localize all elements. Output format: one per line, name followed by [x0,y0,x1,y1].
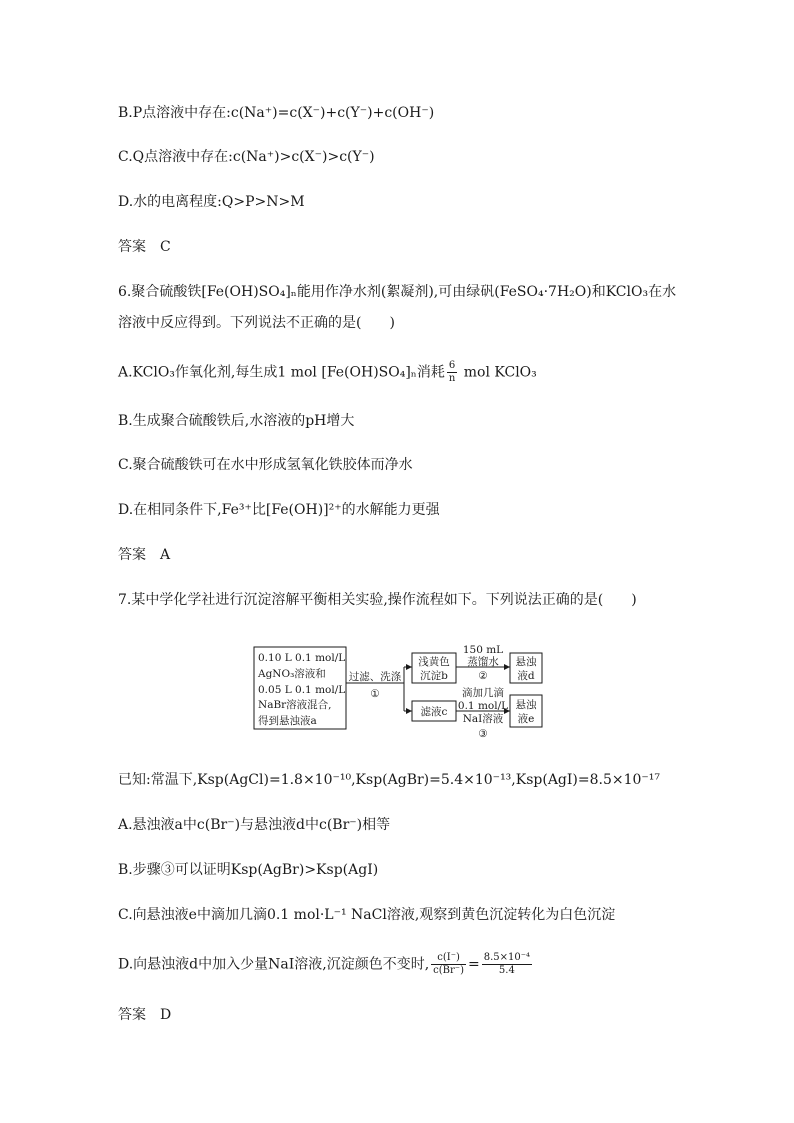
q5-option-b: B.P点溶液中存在:c(Na⁺)=c(X⁻)+c(Y⁻)+c(OH⁻) [118,105,435,121]
box-b-line: 沉淀b [420,670,448,682]
value-fraction [482,952,532,977]
step2-number: ② [478,670,488,682]
q7-answer: 答案 D [118,1007,172,1023]
step3-number: ③ [478,728,488,740]
box-d-line: 液d [517,670,535,682]
fraction-denominator: n [448,373,456,384]
equals-sign: = [467,956,480,973]
q5-option-d: D.水的电离程度:Q>P>N>M [118,194,305,210]
q5-answer: 答案 C [118,239,171,255]
q7-option-a: A.悬浊液a中c(Br⁻)与悬浊液d中c(Br⁻)相等 [118,817,391,833]
q7-known-ksp: 已知:常温下,Ksp(AgCl)=1.8×10⁻¹⁰,Ksp(AgBr)=5.4×10⁻¹³,Ksp(AgI)=8.5×10⁻¹⁷ [118,772,661,788]
box-e-line: 悬浊 [515,699,537,711]
step3-line: NaI溶液 [462,713,504,725]
q7-option-d [118,952,534,977]
box-e-line: 液e [517,713,535,725]
q6-option-b: B.生成聚合硫酸铁后,水溶液的pH增大 [118,413,355,429]
box-a-line: 0.10 L 0.1 mol/L [258,652,346,664]
ratio-fraction [431,952,466,977]
q6-option-c: C.聚合硫酸铁可在水中形成氢氧化铁胶体而净水 [118,457,413,473]
fraction-numerator: 8.5×10⁻⁴ [483,952,531,963]
box-a-line: AgNO₃溶液和 [258,668,326,680]
step3-line: 0.1 mol/L [457,700,509,712]
q7-option-b: B.步骤③可以证明Ksp(AgBr)>Ksp(AgI) [118,862,379,878]
experiment-flowchart [252,645,552,745]
box-a-line: 得到悬浊液a [258,715,317,727]
step1-number: ① [370,688,380,700]
box-a-line: NaBr溶液混合, [258,699,332,711]
fraction-denominator: 5.4 [498,965,515,976]
q6-option-d: D.在相同条件下,Fe³⁺比[Fe(OH)]²⁺的水解能力更强 [118,502,440,518]
q5-option-c: C.Q点溶液中存在:c(Na⁺)>c(X⁻)>c(Y⁻) [118,149,375,165]
fraction-numerator: 6 [447,360,457,373]
q7-option-d-text: D.向悬浊液d中加入少量NaI溶液,沉淀颜色不变时, [118,956,430,973]
step3-line: 滴加几滴 [462,687,504,699]
box-d-line: 悬浊 [515,656,537,668]
q7-stem: 7.某中学化学社进行沉淀溶解平衡相关实验,操作流程如下。下列说法正确的是( ) [118,592,637,608]
q6-option-a-fraction [447,360,457,385]
q6-option-a-unit: mol KClO₃ [459,364,537,381]
q6-option-a-text: A.KClO₃作氧化剂,每生成1 mol [Fe(OH)SO₄]ₙ消耗 [118,364,445,381]
q7-option-c: C.向悬浊液e中滴加几滴0.1 mol·L⁻¹ NaCl溶液,观察到黄色沉淀转化为白色沉淀 [118,907,616,923]
q6-option-a [118,360,537,385]
fraction-denominator: c(Br⁻) [433,965,464,976]
step2-line: 150 mL [462,645,504,656]
q6-stem-line1: 6.聚合硫酸铁[Fe(OH)SO₄]ₙ能用作净水剂(絮凝剂),可由绿矾(FeSO₄·7H₂O)和KClO₃在水 [118,284,677,300]
q6-answer: 答案 A [118,547,171,563]
box-a-line: 0.05 L 0.1 mol/L [258,684,346,696]
box-c-label: 滤液c [420,706,448,718]
step2-line: 蒸馏水 [467,656,499,668]
step1-label: 过滤、洗涤 [348,671,402,683]
fraction-numerator: c(I⁻) [431,952,466,965]
q6-stem-line2: 溶液中反应得到。下列说法不正确的是( ) [118,315,395,331]
box-b-line: 浅黄色 [418,656,450,668]
